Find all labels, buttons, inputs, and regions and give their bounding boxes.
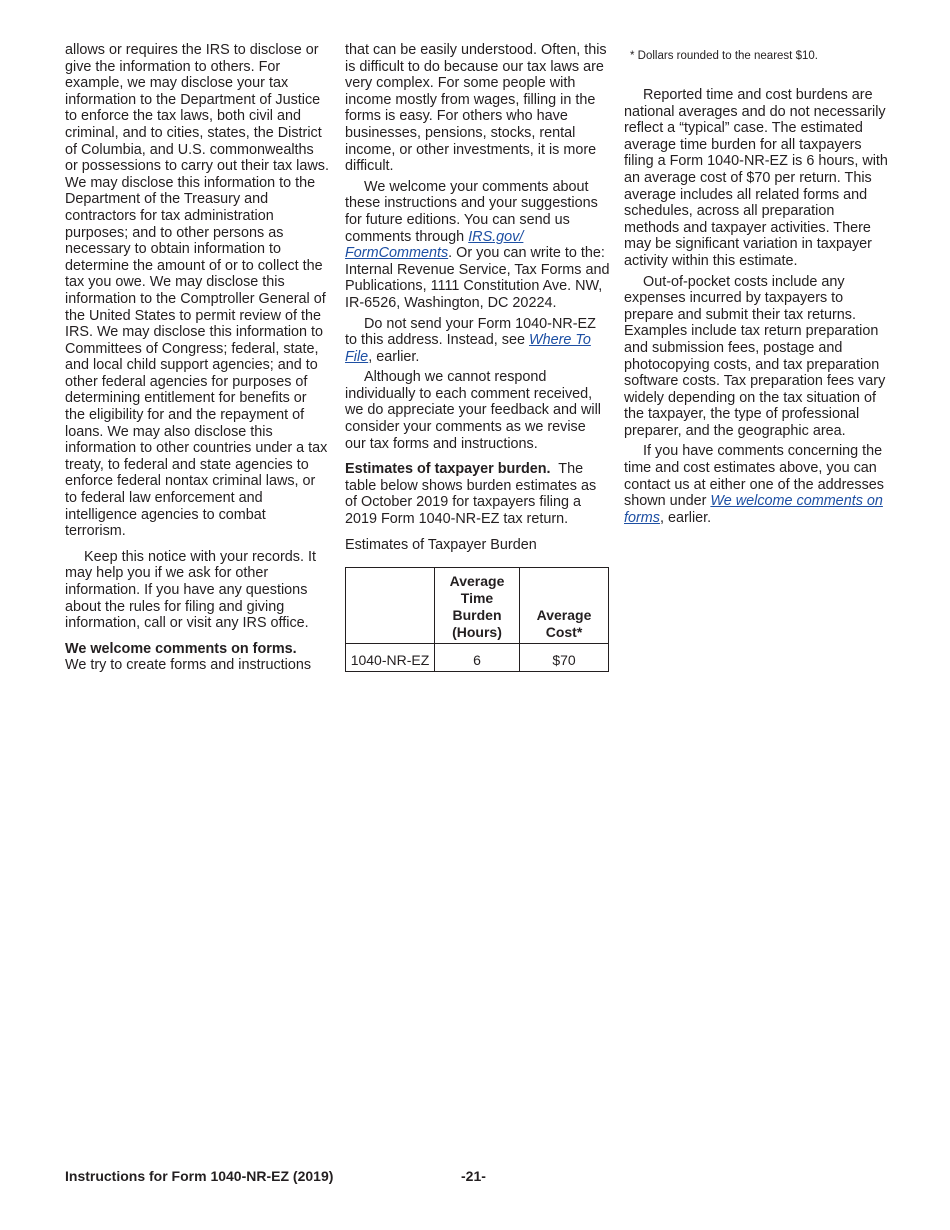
table-row: [346, 644, 609, 672]
column-1: [65, 42, 330, 674]
welcome-comments-link[interactable]: We welcome comments on forms: [624, 493, 883, 526]
table-cell-cost: $70: [520, 644, 609, 672]
out-of-pocket-paragraph: Out-of-pocket costs include any expenses incurred by taxpayers to prepare and submit their tax returns. Examples include tax return preparation and submission fees, postage and photocopying costs, and tax preparation software costs. Tax preparation fees vary widely depending on the tax situation of the taxpayer, the type of professional preparer, and the geographic area.: [624, 273, 886, 439]
table-header-blank: [346, 568, 435, 644]
do-not-send-text-end: , earlier.: [368, 348, 420, 365]
contact-text-end: , earlier.: [659, 509, 712, 526]
do-not-send-text: Do not send your Form 1040-NR-EZ to this address. Instead, see: [345, 315, 596, 349]
disclosure-paragraph: allows or requires the IRS to disclose or give the information to others. For example, we may disclose your tax information to the Department of Justice to enforce the tax laws, both civil and criminal, and to cities, states, the District of Columbia, and U.S. commonwealths or possessions to carry out their tax laws. We may disclose this information to the Department of the Treasury and contractors for tax administration purposes; and to other persons as necessary to obtain information to determine the amount of or to collect the tax you owe. We may disclose this information to the Comptroller General of the United States to permit review of the IRS. We may disclose this information to Committees of Congress; federal, state, and local child support agencies; and to other federal agencies for purposes of determining entitlement for benefits or the eligibility for and the repayment of loans. We may also disclose this information to other countries under a tax treaty, to federal and state agencies to enforce federal nontax criminal laws, or to federal law enforcement and intelligence agencies to combat terrorism.: [65, 42, 329, 540]
comments-paragraph-start: We try to create forms and instructions: [65, 657, 312, 674]
burden-averages-paragraph: Reported time and cost burdens are national averages and do not necessarily reflect a “typical” case. The estimated average time burden for all taxpayers filing a Form 1040-NR-EZ is 6 hours, with an average cost of $70 per return. This average includes all related forms and schedules, across all preparation methods and taxpayer activities. There may be significant variation in taxpayer activity within this estimate.: [624, 87, 888, 269]
where-to-file-link[interactable]: Where To File: [345, 332, 591, 365]
comments-paragraph-continued: that can be easily understood. Often, this is difficult to do because our tax laws are very complex. For some people with income mostly from wages, filling in the forms is easy. For others who have businesses, pensions, stocks, rental income, or other investments, it is more difficult.: [345, 42, 607, 175]
form-comments-link[interactable]: IRS.gov/ FormComments: [345, 228, 524, 262]
irs-address: Internal Revenue Service, Tax Forms and Publications, 1111 Constitution Ave. NW, IR-6526, Washington, DC 20224.: [345, 261, 610, 311]
table-cell-form: 1040-NR-EZ: [346, 644, 435, 672]
column-3: [624, 42, 890, 526]
table-header-cost: Average Cost*: [520, 568, 609, 644]
welcome-comments-text-end: . Or you can write to the:: [448, 245, 605, 262]
keep-notice-paragraph: Keep this notice with your records. It may help you if we ask for other information. If you have any questions about the rules for filing and giving information, call or visit any IRS office.: [65, 548, 316, 632]
welcome-comments-text: We welcome your comments about these instructions and your suggestions for future editions. You can send us comments through: [345, 178, 598, 245]
estimates-paragraph: [345, 461, 610, 527]
table-footnote: * Dollars rounded to the nearest $10.: [630, 50, 818, 62]
footer-title: Instructions for Form 1040-NR-EZ (2019): [65, 1168, 334, 1184]
column-2: [345, 42, 610, 672]
contact-text: If you have comments concerning the time and cost estimates above, you can contact us at either one of the addresses shown under: [624, 443, 884, 510]
comments-heading: We welcome comments on forms.: [65, 640, 297, 657]
feedback-paragraph: Although we cannot respond individually to each comment received, we do appreciate your feedback and will consider your comments as we revise our tax forms and instructions.: [345, 369, 601, 452]
welcome-comments-paragraph: [345, 179, 610, 262]
table-header-row: [346, 568, 609, 644]
table-header-time: Average Time Burden (Hours): [435, 568, 520, 644]
table-caption: Estimates of Taxpayer Burden: [345, 536, 537, 553]
table-cell-hours: 6: [435, 644, 520, 672]
do-not-send-paragraph: [345, 316, 610, 366]
burden-table: [345, 567, 609, 672]
page-number: -21-: [461, 1168, 486, 1184]
estimates-heading: Estimates of taxpayer burden.: [345, 461, 551, 478]
estimates-text: The table below shows burden estimates as of October 2019 for taxpayers filing a 2019 Form 1040-NR-EZ tax return.: [345, 461, 597, 528]
contact-paragraph: [624, 443, 890, 526]
